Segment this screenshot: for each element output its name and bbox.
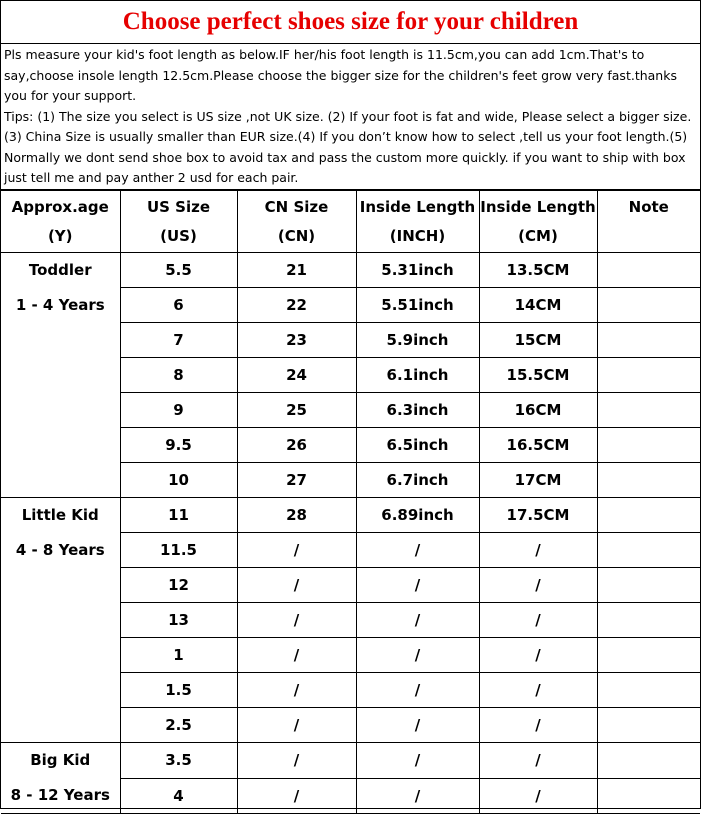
cell-inside-length-inch: 6.1inch <box>356 358 479 393</box>
cell-inside-length-cm: / <box>479 673 597 708</box>
cell-inside-length-inch: 6.7inch <box>356 463 479 498</box>
cell-inside-length-inch: / <box>356 778 479 814</box>
header-note: Note <box>597 191 700 253</box>
cell-us-size: 9.5 <box>120 428 237 463</box>
age-group-cell <box>1 498 120 743</box>
table-header-row <box>1 191 700 253</box>
cell-inside-length-cm: / <box>479 743 597 779</box>
cell-inside-length-cm: / <box>479 533 597 568</box>
cell-cn-size: / <box>237 638 356 673</box>
cell-cn-size: 24 <box>237 358 356 393</box>
cell-inside-length-inch: 5.51inch <box>356 288 479 323</box>
cell-note <box>597 498 700 533</box>
header-us-size: US Size (US) <box>120 191 237 253</box>
cell-note <box>597 323 700 358</box>
cell-inside-length-inch: / <box>356 533 479 568</box>
cell-cn-size: 21 <box>237 253 356 288</box>
cell-inside-length-inch: / <box>356 638 479 673</box>
cell-inside-length-inch: / <box>356 708 479 743</box>
header-cn-size: CN Size (CN) <box>237 191 356 253</box>
cell-cn-size: 27 <box>237 463 356 498</box>
cell-us-size: 9 <box>120 393 237 428</box>
cell-cn-size: / <box>237 778 356 814</box>
age-group-label: Big Kid <box>30 751 91 769</box>
cell-note <box>597 393 700 428</box>
cell-inside-length-cm: 16CM <box>479 393 597 428</box>
cell-cn-size: / <box>237 673 356 708</box>
cell-cn-size: / <box>237 708 356 743</box>
age-group-cell <box>1 743 120 814</box>
cell-note <box>597 533 700 568</box>
cell-cn-size: 23 <box>237 323 356 358</box>
cell-note <box>597 673 700 708</box>
cell-cn-size: 26 <box>237 428 356 463</box>
cell-us-size: 7 <box>120 323 237 358</box>
cell-inside-length-inch: 6.5inch <box>356 428 479 463</box>
page-title: Choose perfect shoes size for your children <box>1 1 700 44</box>
cell-cn-size: / <box>237 533 356 568</box>
cell-us-size: 11.5 <box>120 533 237 568</box>
cell-us-size: 5.5 <box>120 253 237 288</box>
table-row <box>1 498 700 533</box>
cell-inside-length-cm: / <box>479 778 597 814</box>
cell-cn-size: / <box>237 743 356 779</box>
cell-inside-length-cm: / <box>479 638 597 673</box>
cell-cn-size: / <box>237 603 356 638</box>
cell-inside-length-cm: 15CM <box>479 323 597 358</box>
age-group-label: Little Kid <box>21 506 99 524</box>
cell-inside-length-inch: / <box>356 673 479 708</box>
cell-cn-size: 25 <box>237 393 356 428</box>
cell-inside-length-cm: 14CM <box>479 288 597 323</box>
cell-note <box>597 568 700 603</box>
measure-instructions: Pls measure your kid's foot length as below.IF her/his foot length is 11.5cm,you can add 1cm.That's to say,choose insole length 12.5cm.Please choose the bigger size for the children's feet grow very fast.thanks you for your support. <box>4 47 677 103</box>
cell-note <box>597 463 700 498</box>
age-group-cell <box>1 253 120 498</box>
cell-note <box>597 638 700 673</box>
cell-cn-size: 22 <box>237 288 356 323</box>
age-group-range: 4 - 8 Years <box>15 541 105 559</box>
cell-inside-length-cm: 16.5CM <box>479 428 597 463</box>
cell-inside-length-inch: 6.3inch <box>356 393 479 428</box>
header-inside-length-cm: Inside Length (CM) <box>479 191 597 253</box>
age-group-range: 8 - 12 Years <box>10 786 110 804</box>
cell-note <box>597 778 700 814</box>
cell-note <box>597 428 700 463</box>
cell-us-size: 2.5 <box>120 708 237 743</box>
cell-inside-length-inch: 5.31inch <box>356 253 479 288</box>
cell-inside-length-inch: 6.89inch <box>356 498 479 533</box>
cell-us-size: 1.5 <box>120 673 237 708</box>
table-row <box>1 253 700 288</box>
cell-cn-size: / <box>237 568 356 603</box>
cell-us-size: 4 <box>120 778 237 814</box>
cell-inside-length-inch: / <box>356 743 479 779</box>
header-inside-length-inch: Inside Length (INCH) <box>356 191 479 253</box>
age-group-label: Toddler <box>28 261 92 279</box>
cell-note <box>597 708 700 743</box>
cell-note <box>597 288 700 323</box>
cell-note <box>597 358 700 393</box>
header-age: Approx.age (Y) <box>1 191 120 253</box>
cell-note <box>597 603 700 638</box>
cell-inside-length-cm: 13.5CM <box>479 253 597 288</box>
cell-inside-length-cm: 15.5CM <box>479 358 597 393</box>
cell-us-size: 13 <box>120 603 237 638</box>
size-table <box>1 190 700 814</box>
table-row <box>1 743 700 779</box>
cell-inside-length-inch: 5.9inch <box>356 323 479 358</box>
cell-inside-length-cm: 17.5CM <box>479 498 597 533</box>
table-body <box>1 253 700 814</box>
cell-us-size: 1 <box>120 638 237 673</box>
cell-note <box>597 253 700 288</box>
cell-inside-length-cm: / <box>479 708 597 743</box>
cell-us-size: 8 <box>120 358 237 393</box>
age-group-range: 1 - 4 Years <box>15 296 105 314</box>
cell-cn-size: 28 <box>237 498 356 533</box>
cell-inside-length-inch: / <box>356 603 479 638</box>
cell-inside-length-cm: 17CM <box>479 463 597 498</box>
cell-us-size: 10 <box>120 463 237 498</box>
cell-us-size: 6 <box>120 288 237 323</box>
cell-note <box>597 743 700 779</box>
cell-us-size: 12 <box>120 568 237 603</box>
cell-us-size: 3.5 <box>120 743 237 779</box>
tips-text: Tips: (1) The size you select is US size ,not UK size. (2) If your foot is fat and wide, Please select a bigger size. (3) China Size is usually smaller than EUR size.(4) If you don’t know how to select ,tell us your foot length.(5) Normally we dont send shoe box to avoid tax and pass the custom more quickly. if you want to ship with box just tell me and pay anther 2 usd for each pair. <box>4 108 692 185</box>
cell-inside-length-cm: / <box>479 568 597 603</box>
cell-inside-length-inch: / <box>356 568 479 603</box>
cell-us-size: 11 <box>120 498 237 533</box>
instructions <box>4 45 700 189</box>
cell-inside-length-cm: / <box>479 603 597 638</box>
